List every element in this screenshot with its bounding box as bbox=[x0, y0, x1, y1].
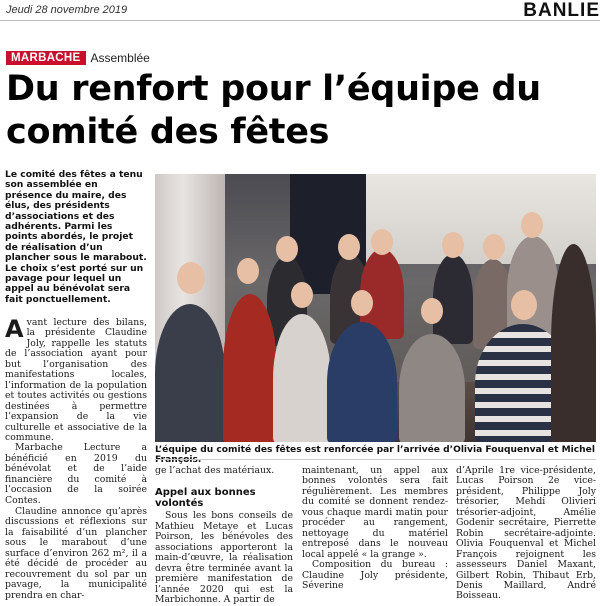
paragraph-rendez-vous: maintenant, un appel aux bonnes volontés sera fait régulièrement. Les membres du comité se donnent rendez-vous chaque mardi matin pour procéder au rangement, nettoyage du matériel entreposé dans le nouveau local appelé « la grange ». bbox=[302, 465, 448, 560]
photo-caption: L’équipe du comité des fêtes est renforcée par l’arrivée d’Olivia Fouquenval et Michel François. bbox=[155, 445, 595, 465]
caption-divider bbox=[155, 459, 596, 460]
section-name: BANLIE bbox=[523, 0, 600, 21]
topic-label: Assemblée bbox=[90, 51, 150, 65]
article-column-2 bbox=[155, 466, 293, 606]
article-lead: Le comité des fêtes a tenu son assemblée en présence du maire, des élus, des présidents d’associations et des adhérents. Parmi les points abordés, le projet de réalisation d’un plancher sous le marabout. Le choix s’est porté sur un pavage pour lequel un appel au bénévolat sera fait ponctuellement. bbox=[5, 169, 147, 305]
paragraph-intro bbox=[5, 315, 147, 443]
photo-face bbox=[237, 258, 259, 284]
photo-face bbox=[177, 262, 205, 294]
photo-person bbox=[327, 322, 397, 442]
photo-face bbox=[371, 229, 393, 255]
article-column-3 bbox=[302, 466, 448, 591]
photo-person bbox=[399, 334, 465, 442]
photo-person bbox=[551, 244, 596, 442]
paragraph-composition: d’Aprile 1re vice-présidente, Lucas Poirson 2e vice-président, Philippe Joly trésorier, Mehdi Olivieri trésorier-adjoint, Amélie Godenir secrétaire, Pierrette Robin secrétaire-adjointe. Olivia Fouquenval et Michel François rejoignent les assesseurs Daniel Maxant, Gilbert Robin, Thibaut Erb, Denis Maillard, André Boisseau. bbox=[456, 465, 596, 602]
photo-face bbox=[351, 290, 373, 316]
group-photo bbox=[155, 174, 596, 442]
article-column-1-continued bbox=[5, 507, 147, 601]
photo-face bbox=[421, 298, 443, 324]
header-divider bbox=[0, 20, 600, 21]
paragraph-benevoles: Sous les bons conseils de Mathieu Metaye et Lucas Poirson, les bénévoles des associations apporteront la main-d’œuvre, la réalisation devra être terminée avant la première manifestation de l’année 2020 qui est la Marbichonne. A partir de bbox=[155, 510, 293, 606]
photo-person bbox=[433, 254, 473, 344]
photo-person bbox=[273, 314, 331, 442]
photo-face bbox=[338, 234, 360, 260]
paragraph-plancher: Claudine annonce qu’après discussions et réflexions sur la faisabilité d’un plancher sous le marabout d’une surface d’environ 262 m², il a été décidé de procéder au recouvrement du sol par un pavage, la municipalité prendra en char- bbox=[5, 506, 147, 601]
subheading-appel: Appel aux bonnes volontés bbox=[155, 487, 256, 510]
photo-face bbox=[291, 282, 313, 308]
photo-person bbox=[155, 304, 225, 442]
article-column-4 bbox=[456, 466, 596, 602]
photo-face bbox=[483, 234, 505, 260]
paragraph-intro-text: vant lecture des bilans, la présidente Claudine Joly, rappelle les statuts de l’association ayant pour but l’organisation des manifestations locales, l’information de la population et toutes activités ou gestions destinées à permettre l’expansion de la vie culturelle et associative de la commune. bbox=[5, 317, 147, 443]
article-kicker bbox=[6, 51, 150, 65]
photo-face bbox=[276, 236, 298, 262]
photo-back-wall bbox=[366, 174, 596, 264]
article-headline: Du renfort pour l’équipe du comité des fêtes bbox=[6, 69, 541, 152]
drop-cap: A bbox=[5, 315, 24, 343]
photo-face bbox=[442, 232, 464, 258]
article-column-1 bbox=[5, 315, 147, 506]
paragraph-marbache-lecture: Marbache Lecture a bénéficié en 2019 du bénévolat et de l’aide financière du comité à l’occasion de la soirée Contes. bbox=[5, 442, 147, 506]
paragraph-bureau: Composition du bureau : Claudine Joly présidente, Séverine bbox=[302, 559, 448, 591]
publication-date: Jeudi 28 novembre 2019 bbox=[6, 4, 128, 16]
photo-face bbox=[521, 212, 543, 238]
photo-person bbox=[223, 294, 277, 442]
location-tag: MARBACHE bbox=[6, 51, 86, 65]
paragraph-materiaux: ge l’achat des matériaux. bbox=[155, 465, 275, 476]
photo-face bbox=[511, 290, 537, 320]
